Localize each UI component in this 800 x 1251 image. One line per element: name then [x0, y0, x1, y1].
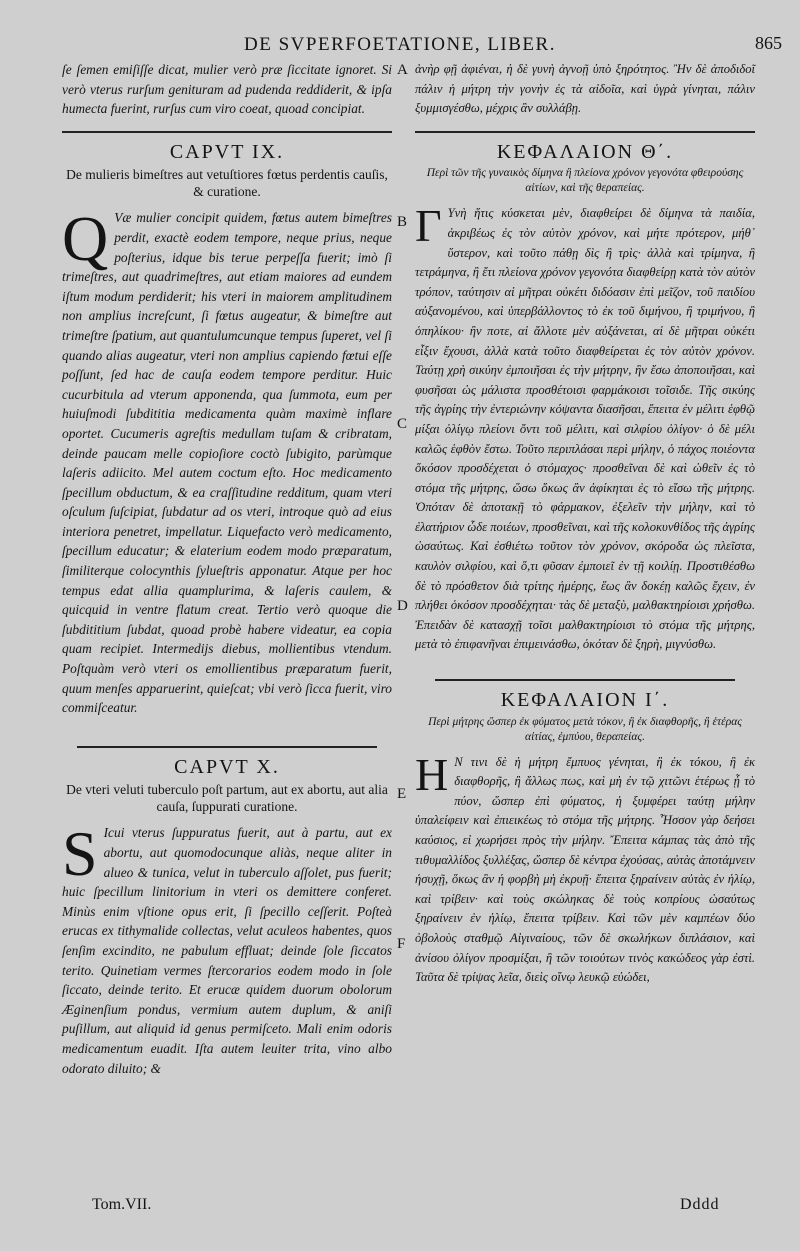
chapter-10-paragraph [62, 818, 392, 1078]
kephalaion-10-text: Ν τινι δὲ ἡ μήτρη ἔμπυος γένηται, ἢ ἐκ τόκου, ἢ ἐκ διαφθορῆς, ἢ ἄλλως πως, καὶ μὴ ἐν τῷ χιτῶνι ἑτέρως ᾖ τὸ πύον, ὥσπερ ἐπὶ φύματος, ἡ ξυμφέρει ταύτῃ μήλην ὑπαλείφειν καὶ ἐπιεικέως τὸ στόμα τῆς μήτρης. Ἧσσον γὰρ δεήσει καύσιος, εἰ χωρήσει πρὸς τὴν μήλην. Ἔπειτα κάμπας τὰς ἀπὸ τῆς τιθυμαλλίδος ξυλλέξας, ὥσπερ δὲ κέντρα ἐχούσας, αὐτὰς ἀποτάμνειν ἡσυχῇ, ὅκως ἂν ἡ φορβὴ μὴ ἐκρυῇ· ἔπειτα ξηραίνειν αὐτὰς ἐν ἡλίῳ, καὶ τρίβειν· καὶ τοὺς σκώληκας δὲ τοὺς κοπρίους ὡσαύτως ξηραίνειν ἐν ἡλίῳ, ἔπειτα τρίβειν. Καὶ τῶν μὲν καμπέων δύο ὀβολοὺς σταθμῷ Αἰγιναίους, τῶν δὲ σκωλήκων διπλάσιον, καὶ ἀνίσου ὀλίγον προσμίξαι, ἢ τῶν τοιούτων τινὸς κακώδεος γὰρ ἐστὶ. Ταῦτα δὲ τρίψας λεῖα, διεὶς οἴνῳ λευκῷ εὐώδει, [415, 754, 755, 985]
margin-letter-b: B [397, 214, 408, 230]
chapter-9-title: CAPVT IX. [169, 140, 285, 163]
margin-letter-e: E [397, 786, 407, 802]
kephalaion-10-subtitle: Περὶ μήτρης ὥσπερ ἐκ φύματος μετὰ τόκον, ἢ ἐκ διαφθορῆς, ἢ ἑτέρας αἰτίας, ἐμπύου, θεραπείας. [428, 715, 742, 743]
chapter-9-subtitle: De mulieris bimeſtres aut vetuſtiores fœtus perdentis cauſis, & curatione. [66, 167, 388, 200]
chapter-9-text: Væ mulier concipit quidem, fœtus autem bimeſtres perdit, exactè eodem tempore, neque prius, neque poſterius, idque bis terue perpeſſa fuerit; imò ſi trimeſtres, aut quadrimeſtres, aut etiam maiores ad eundem iſtum modum perdiderit; his vteri in maiorem amplitudinem non amplius increſcunt, ſi fœtus augeatur, & bimeſtre aut trimeſtre ſpatium, aut quantulumcunque tempus ſuperet, vel ſi quando alias augeatur, vteri non amplius capiendo fœtui eſſe poſſunt, ſed hac de cauſa eodem tempore perditur. Huic cucurbitula ad vterum apponenda, qua ſummota, eum per huiuſmodi ſubdititia medicamenta quàm maximè inflare oportet. Cucumeris agreſtis medullam tuſam & cribratam, deinde paucam melle copioſiore coctò ſubigito, parùmque laſeris adiicito. Mel autem coctum eſto. Hoc medicamento ſpecillum obductum, & ea craſſitudine redditum, quam vteri oſculum ſuſcipiat, ſubdatur ad os vteri, introque quò ad eius interiora penetret, impellatur. Liquefacto verò medicamento, ſpecillum educatur; & elaterium eodem modo præparatum, ſimiliterque colocynthis ſylueſtris apponatur. Atque per hoc tempus edat allia quamplurima, & laſeris caulem, & quicquid in ventre flatum creat. Tertio verò quoque die ſubdititium ſubdat, quoad probè habere videatur, ea copia quam recipiet. Intermedijs diebus, mollientibus vtendum. Poſtquàm verò vteri os emollientibus præparatum fuerit, quum menſes apparuerint, quieſcat; vbi verò ſicca fuerit, viro commiſceatur. [62, 210, 392, 716]
drop-cap: Γ [415, 200, 442, 252]
running-title: DE SVPERFOETATIONE, LIBER. [244, 34, 556, 55]
drop-cap: Q [62, 203, 109, 275]
kephalaion-10-paragraph [415, 748, 755, 988]
chapter-10-title: CAPVT X. [174, 755, 280, 778]
kephalaion-9-title: ΚΕΦΑΛΑΙΟΝ Θ΄. [496, 140, 674, 163]
greek-column [415, 60, 755, 988]
drop-cap: Η [415, 748, 449, 800]
volume-signature: Tom.VII. [92, 1196, 152, 1213]
section-rule [62, 131, 392, 133]
kephalaion-10-title: ΚΕΦΑΛΑΙΟΝ Ι΄. [500, 689, 670, 712]
kephalaion-9-subtitle: Περὶ τῶν τῆς γυναικὸς δίμηνα ἢ πλείονα χρόνον γεγονότα φθειρούσης αἰτίων, καὶ τῆς θεραπείας. [426, 167, 744, 195]
gathering-signature: Dddd [680, 1196, 720, 1213]
margin-letter-a: A [397, 62, 408, 78]
kephalaion-9-paragraph [415, 200, 755, 655]
section-rule [435, 679, 735, 681]
margin-letter-f: F [397, 936, 406, 952]
greek-top-paragraph: ἀνὴρ φῇ ἀφιέναι, ἡ δὲ γυνὴ ἀγνοῇ ὑπὸ ξηρότητος. Ἢν δὲ ἀποδιδοῖ πάλιν ἡ μήτρη τὴν γονὴν ἐς τὰ αἰδοῖα, καὶ ὑγρὰ γίνηται, πάλιν ξυμμισγέσθω, μέχρις ἂν συλλάβῃ. [415, 62, 755, 116]
section-rule [77, 746, 377, 748]
chapter-9-paragraph [62, 203, 392, 717]
kephalaion-9-text: Υνὴ ἥτις κύσκεται μὲν, διαφθείρει δὲ δίμηνα τὰ παιδία, ἀκριβέως ἐς τὸν αὐτὸν χρόνον, καὶ μήτε πρότερον, μήθ᾽ ὕστερον, καὶ τοῦτο πάθῃ δὶς ἢ τρὶς· ἀλλὰ καὶ τρίμηνα, ἢ τετράμηνα, ἢ ἔτι πλείονα χρόνον γεγονότα διαφθείρῃ κατὰ τὸν αὐτὸν τρόπον, ταύτησιν αἱ μῆτραι οὐκέτι διδόασιν ἐπὶ μεῖζον, τοῦ παιδίου αὐξανομένου, καὶ ὑπερβάλλοντος τὸ ἐκ τοῦ διμήνου, ἢ τριμήνου, ἢ ὁπηλίκου· ἢν ποτε, αἱ ἄλλοτε μὲν αὐξάνεται, αἱ δὲ μῆτραι οὐκέτι εἶξιν ἔχουσι, ἀλλὰ κατὰ τοῦτο διαφθείρεται ἐς τὸν αὐτὸν χρόνον. Ταύτῃ χρὴ σικύην ἐμποιῆσαι ἐς τὴν μήτρην, ἢν ἔσω ἀποποιῆσαι, καὶ φυσῆσαι ὡς μάλιστα προσθέτοισι φαρμάκοισι τοῖσιδε. Τῆς σικύης τῆς ἀγρίης τὴν ἐντεριώνην κόψαντα διασῆσαι, ἔπειτα ἐν μέλιτι ἑφθῷ μίξαι ὀλίγῳ πλείονι ὄντι τοῦ μέλιτι, καὶ σιλφίου ὀλίγον· ὁ δὲ μέλι καλῶς ἑφθὸν ἔστω. Τοῦτο περιπλάσαι περὶ μήλην, ὁ πάχος ποιέοντα ὅκόσον προσδέχεται ὁ στόμαχος· προσθεῖναι δὲ καὶ ὠθεῖν ἐς τὸ στόμα τῆς μήτρης, ὥσω ὅκως ἂν ἀφίκηται ἐς τὸ εἴσω τῆς μήτρης. Ὁπόταν δὲ ἀποτακῇ τὸ φάρμακον, ἐξελεῖν τὴν μήλην, καὶ τὸ ἐλατήριον ὧδε ποιέων, προσθεῖναι, καὶ τῆς κολοκυνθίδος τῆς ἀγρίης ὡσαύτως. Καὶ ἐσθιέτω τοῦτον τὸν χρόνον, σκόροδα ὡς πλεῖστα, καυλὸν σιλφίου, καὶ ὅ,τι φῦσαν ἐμποιεῖ ἐν τῇ κοιλίῃ. Προστιθέσθω δὲ τὸ πρόσθετον διὰ τρίτης ἡμέρης, ἕως ἂν δοκέῃ καλῶς ἔχειν, ἐν πλήθει ὁκόσον προσδέχηται· τὰς δὲ μεταξὺ, μαλθακτηρίοισι χρήσθω. Ἐπειδὰν δὲ κατασχῇ τοῖσι μαλθακτηρίοισι τὸ στόμα τῆς μήτρης, μετὰ τὸ ἐπιφανῆναι ἐπιμεινάσθω, ὁκόταν δὲ ξηρὴ, μιγνύσθω. [415, 206, 755, 652]
latin-top-paragraph: ſe ſemen emiſiſſe dicat, mulier verò præ ſiccitate ignoret. Si verò vterus rurſum genituram ad pudenda reddiderit, & ipſa humecta fuerint, rurſus cum viro coeat, quoad concipiat. [62, 62, 392, 117]
chapter-10-subtitle: De vteri veluti tuberculo poſt partum, aut ex abortu, aut alia cauſa, ſuppurati curatione. [66, 782, 388, 815]
drop-cap: S [62, 818, 98, 890]
page-number: 865 [755, 33, 782, 53]
section-rule [415, 131, 755, 133]
margin-letter-c: C [397, 416, 408, 432]
margin-letter-d: D [397, 598, 408, 614]
chapter-10-text: Icui vterus ſuppuratus fuerit, aut à partu, aut ex abortu, aut quomodocunque aliàs, neque aliter in alueo & tunica, velut in tuberculo aſſolet, pus fuerit; huic ſpecillum linitorium in vteri os demittere conferet. Minùs enim vſtione opus erit, ſi ſpecillo ceſſerit. Poſteà erucas ex tithymalide collectas, velut aculeos habentes, quos ſenſim excindito, ne pabulum effluat; deinde ſole ſiccatos terito. Quinetiam vermes ſtercorarios eodem modo in ſole ſiccato, deinde terito. Et erucæ quidem duorum obolorum Æginenſium pondus, vermium autem duplum, & aniſi puſillum, aut aliquid id genus permiſceto. Mali enim odoris medicamentum euadit. Iſta autem leuiter trita, vino albo odorato diluito; & [62, 825, 392, 1076]
latin-column [62, 60, 392, 1078]
